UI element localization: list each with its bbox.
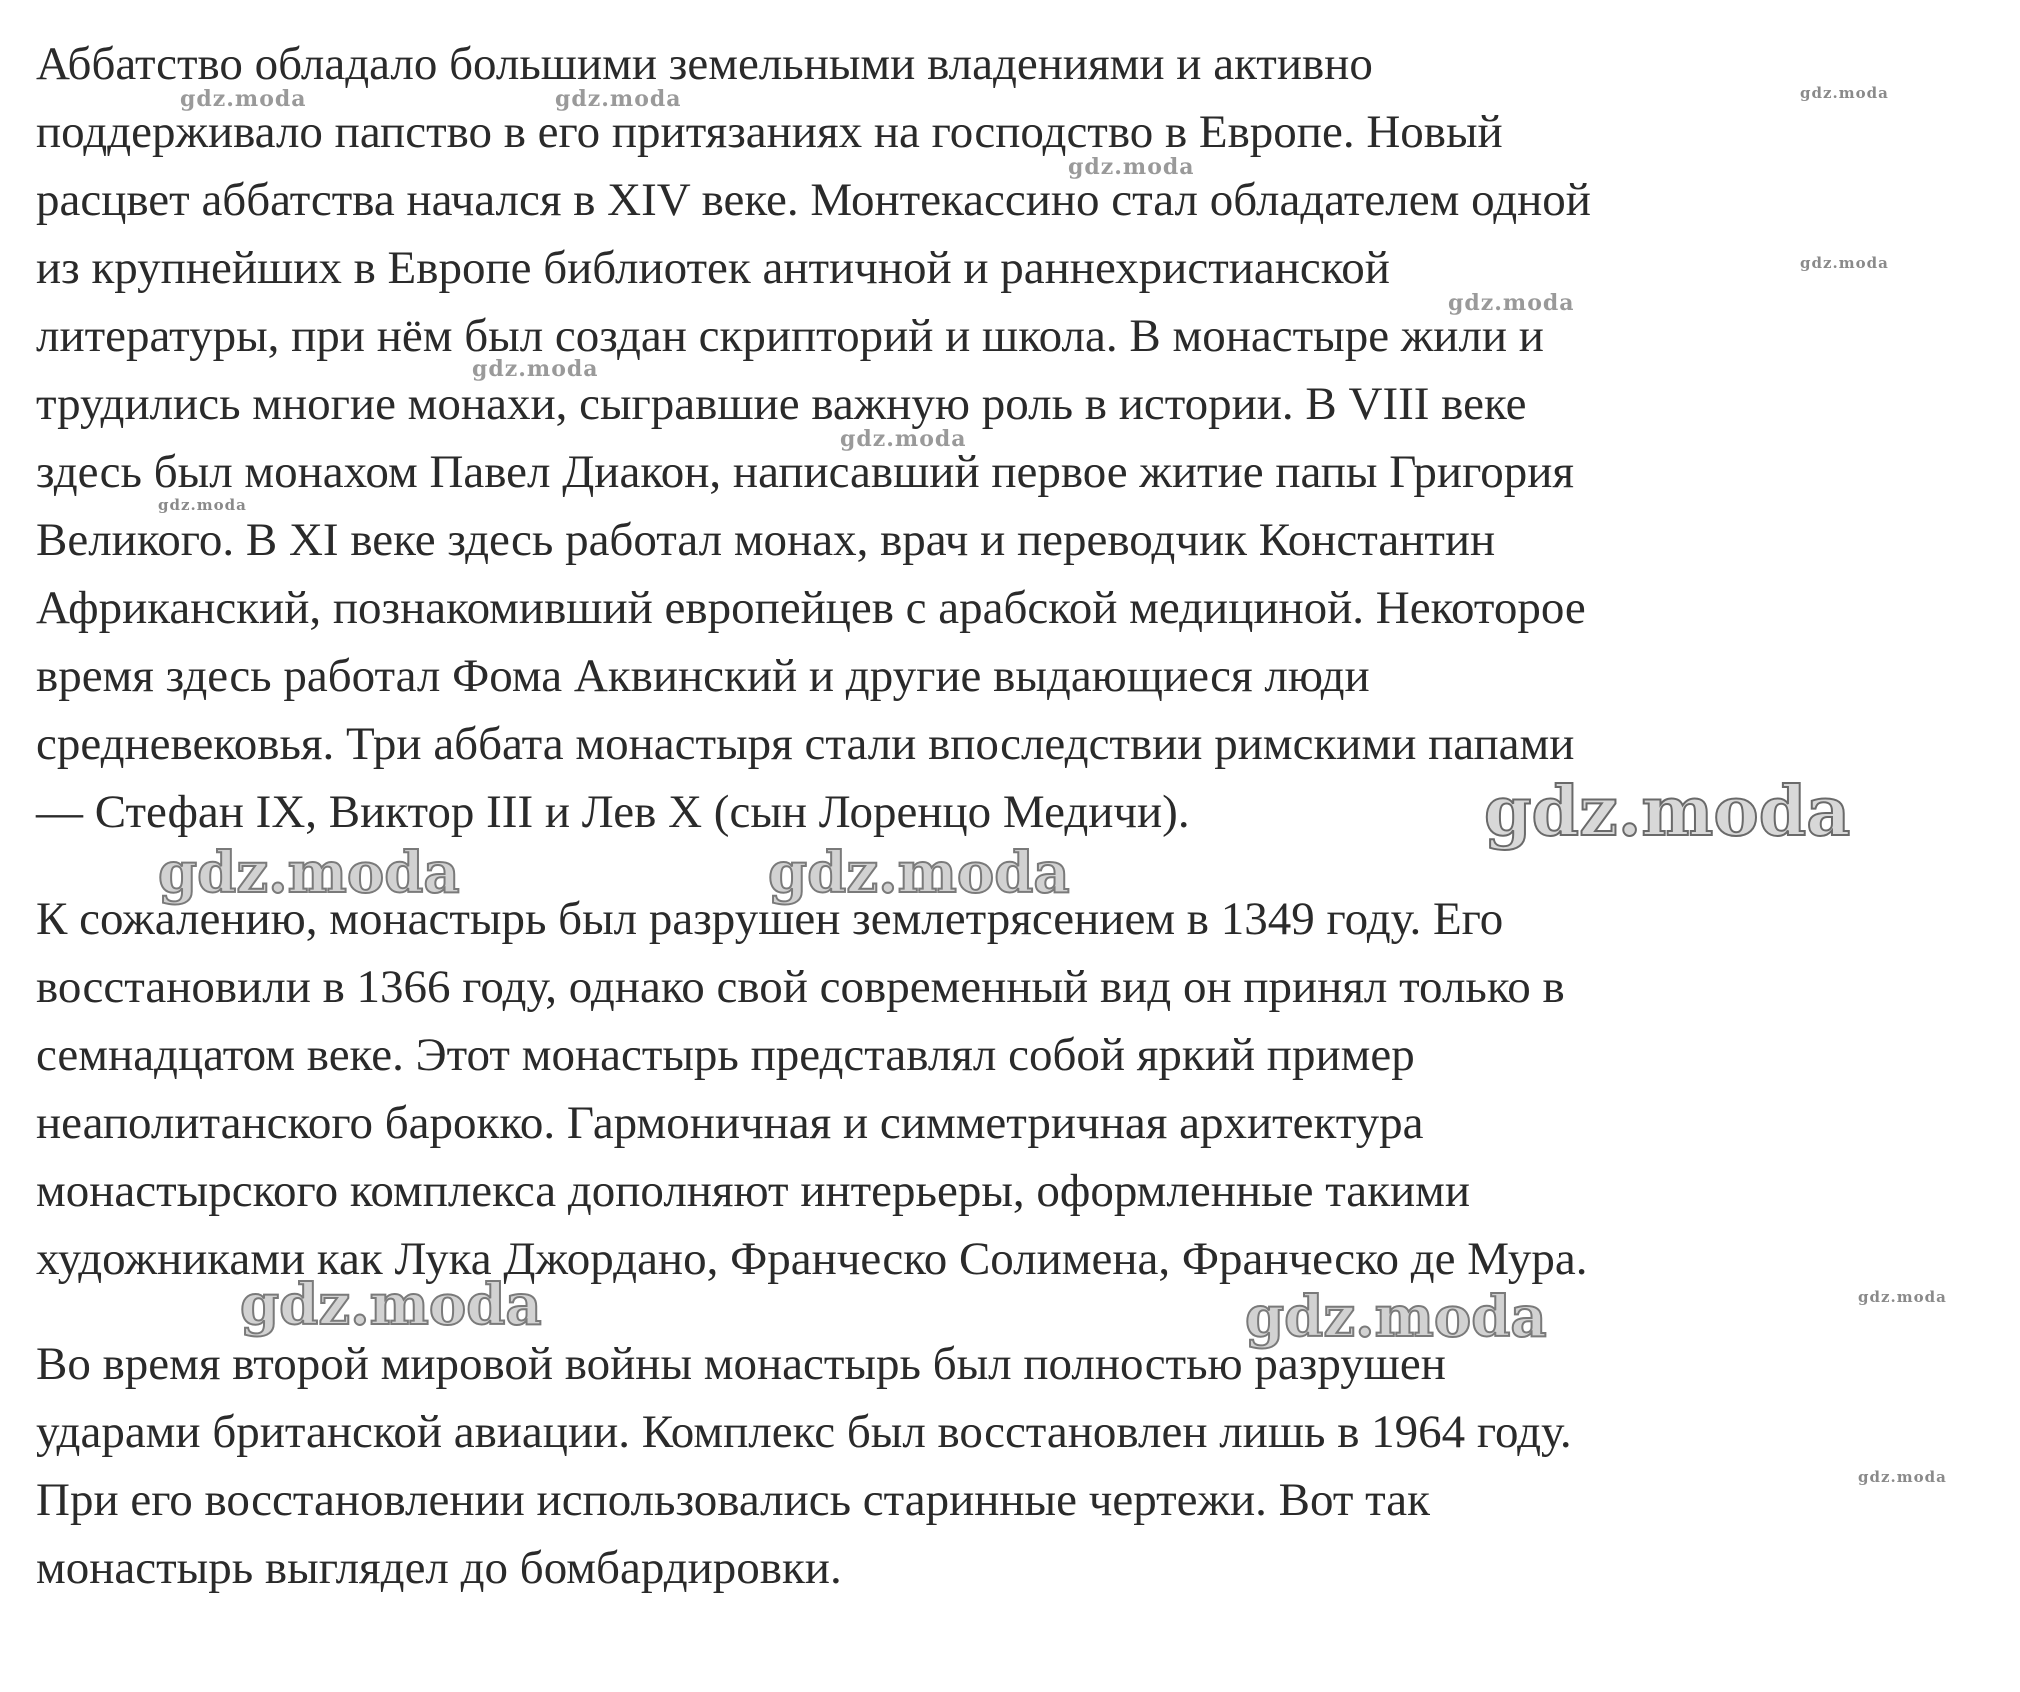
text-line: здесь был монахом Павел Диакон, написавший первое житие папы Григория — [36, 446, 1574, 498]
watermark: gdz.moda — [158, 840, 460, 906]
watermark: gdz.moda — [555, 86, 682, 112]
text-line: При его восстановлении использовались старинные чертежи. Вот так — [36, 1474, 1430, 1526]
watermark: gdz.moda — [1484, 772, 1851, 852]
text-line: поддерживало папство в его притязаниях на господство в Европе. Новый — [36, 106, 1503, 158]
watermark: gdz.moda — [1858, 1288, 1947, 1306]
text-line: монастырского комплекса дополняют интерьеры, оформленные такими — [36, 1165, 1471, 1217]
paragraph-1 — [36, 30, 2011, 846]
text-line: Аббатство обладало большими земельными владениями и активно — [36, 38, 1373, 90]
text-line: Великого. В XI веке здесь работал монах, врач и переводчик Константин — [36, 514, 1496, 566]
text-line: художниками как Лука Джордано, Франческо Солимена, Франческо де Мура. — [36, 1233, 1588, 1285]
text-line: Во время второй мировой войны монастырь был полностью разрушен — [36, 1338, 1446, 1390]
text-line: расцвет аббатства начался в XIV веке. Монтекассино стал обладателем одной — [36, 174, 1591, 226]
watermark: gdz.moda — [1245, 1284, 1547, 1350]
text-line: из крупнейших в Европе библиотек античной и раннехристианской — [36, 242, 1390, 294]
paragraph-2 — [36, 885, 2011, 1293]
watermark: gdz.moda — [1858, 1468, 1947, 1486]
watermark: gdz.moda — [240, 1272, 542, 1338]
watermark: gdz.moda — [472, 356, 599, 382]
watermark: gdz.moda — [840, 426, 967, 452]
text-line: восстановили в 1366 году, однако свой современный вид он принял только в — [36, 961, 1565, 1013]
text-line: время здесь работал Фома Аквинский и другие выдающиеся люди — [36, 650, 1370, 702]
text-line: трудились многие монахи, сыгравшие важную роль в истории. В VIII веке — [36, 378, 1527, 430]
text-line: монастырь выглядел до бомбардировки. — [36, 1542, 842, 1594]
text-line: средневековья. Три аббата монастыря стали впоследствии римскими папами — [36, 718, 1575, 770]
text-line: неаполитанского барокко. Гармоничная и симметричная архитектура — [36, 1097, 1424, 1149]
text-line: ударами британской авиации. Комплекс был восстановлен лишь в 1964 году. — [36, 1406, 1572, 1458]
text-line: семнадцатом веке. Этот монастырь представлял собой яркий пример — [36, 1029, 1415, 1081]
watermark: gdz.moda — [1800, 84, 1889, 102]
text-line: К сожалению, монастырь был разрушен землетрясением в 1349 году. Его — [36, 893, 1504, 945]
watermark: gdz.moda — [768, 840, 1070, 906]
watermark: gdz.moda — [1448, 290, 1575, 316]
watermark: gdz.moda — [1068, 154, 1195, 180]
paragraph-3 — [36, 1330, 2011, 1602]
watermark: gdz.moda — [158, 496, 247, 514]
text-line: Африканский, познакомивший европейцев с арабской медициной. Некоторое — [36, 582, 1586, 634]
watermark: gdz.moda — [180, 86, 307, 112]
watermark: gdz.moda — [1800, 254, 1889, 272]
text-line: — Стефан IX, Виктор III и Лев X (сын Лоренцо Медичи). — [36, 786, 1190, 838]
text-line: литературы, при нём был создан скрипторий и школа. В монастыре жили и — [36, 310, 1544, 362]
